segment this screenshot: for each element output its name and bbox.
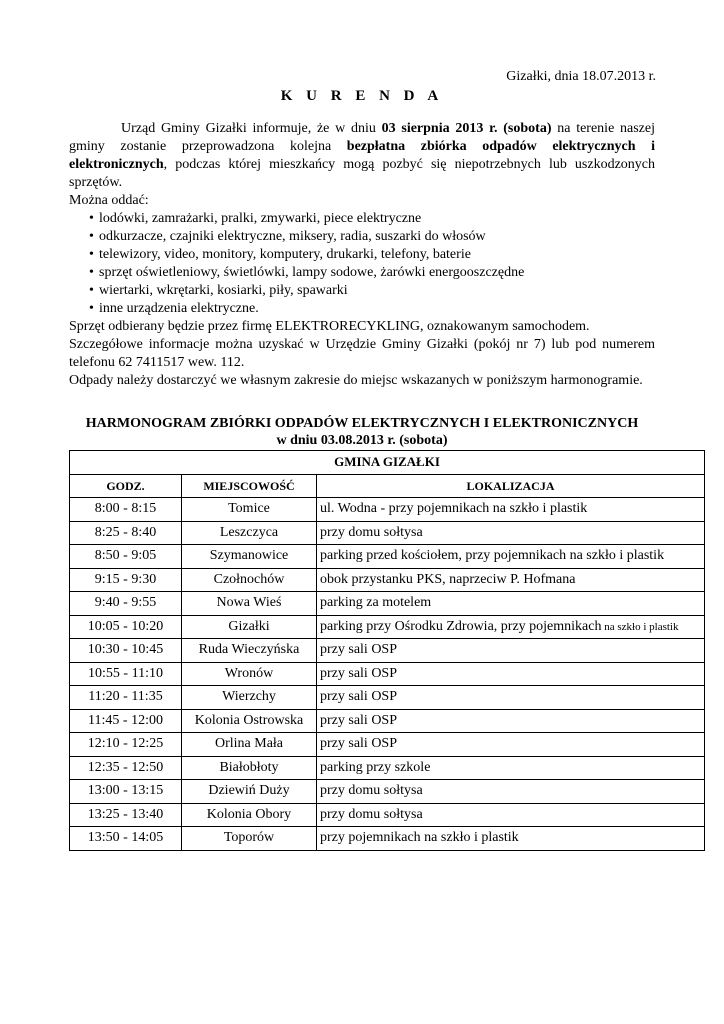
schedule-date: w dniu 03.08.2013 r. (sobota) xyxy=(276,433,448,448)
list-item xyxy=(69,246,655,264)
table-row xyxy=(70,780,705,804)
items-list xyxy=(69,210,655,318)
table-row xyxy=(70,568,705,592)
place-cell: Czołnochów xyxy=(182,568,317,592)
location-text: przy domu sołtysa xyxy=(320,806,423,822)
location-cell xyxy=(317,733,705,757)
table-row xyxy=(70,733,705,757)
place-cell: Orlina Mała xyxy=(182,733,317,757)
location-text: parking przed kościołem, przy pojemnikach na szkło i plastik xyxy=(320,548,665,564)
time-cell: 11:20 - 11:35 xyxy=(70,686,182,710)
table-row xyxy=(70,803,705,827)
intro-text-3: , podczas której mieszkańcy mogą pozbyć się niepotrzebnych lub uszkodzonych sprzętów. xyxy=(69,157,655,190)
list-item xyxy=(69,282,655,300)
table-row xyxy=(70,662,705,686)
table-row xyxy=(70,615,705,639)
list-item xyxy=(69,264,655,282)
place-cell: Wronów xyxy=(182,662,317,686)
time-cell: 10:30 - 10:45 xyxy=(70,639,182,663)
intro-paragraph xyxy=(69,120,655,192)
table-row xyxy=(70,498,705,522)
column-header-location: LOKALIZACJA xyxy=(317,474,705,498)
location-text: obok przystanku PKS, naprzeciw P. Hofmana xyxy=(320,571,576,587)
list-item xyxy=(69,228,655,246)
location-text: przy domu sołtysa xyxy=(320,783,423,799)
table-row xyxy=(70,545,705,569)
place-cell: Wierzchy xyxy=(182,686,317,710)
location-text: przy sali OSP xyxy=(320,736,397,752)
location-text: przy pojemnikach na szkło i plastik xyxy=(320,830,519,846)
location-cell xyxy=(317,521,705,545)
time-cell: 12:10 - 12:25 xyxy=(70,733,182,757)
table-row xyxy=(70,686,705,710)
place-cell: Kolonia Ostrowska xyxy=(182,709,317,733)
bullet-icon: • xyxy=(89,301,94,316)
place-cell: Ruda Wieczyńska xyxy=(182,639,317,663)
location-text: parking przy Ośrodku Zdrowia, przy pojemnikach xyxy=(320,618,602,634)
can-give-label: Można oddać: xyxy=(69,193,149,208)
time-cell: 9:15 - 9:30 xyxy=(70,568,182,592)
list-item-text: wiertarki, wkrętarki, kosiarki, piły, spawarki xyxy=(99,283,348,298)
location-cell xyxy=(317,639,705,663)
location-cell xyxy=(317,803,705,827)
location-cell xyxy=(317,709,705,733)
bullet-icon: • xyxy=(89,211,94,226)
list-item xyxy=(69,210,655,228)
table-row xyxy=(70,521,705,545)
collection-type: bezpłatna zbiórka odpadów elektrycznych i elektronicznych xyxy=(69,139,656,172)
location-text: parking za motelem xyxy=(320,595,432,611)
list-item-text: sprzęt oświetleniowy, świetlówki, lampy sodowe, żarówki energooszczędne xyxy=(99,265,525,280)
location-text: przy sali OSP xyxy=(320,712,397,728)
bullet-icon: • xyxy=(89,247,94,262)
schedule-title: HARMONOGRAM ZBIÓRKI ODPADÓW ELEKTRYCZNYCH I ELEKTRONICZNYCH xyxy=(85,416,639,431)
contact-paragraph: Szczegółowe informacje można uzyskać w Urzędzie Gminy Gizałki (pokój nr 7) lub pod numerem telefonu 62 7411517 wew. 112. xyxy=(69,337,655,370)
location-cell xyxy=(317,592,705,616)
location-text: przy sali OSP xyxy=(320,665,397,681)
place-cell: Dziewiń Duży xyxy=(182,780,317,804)
table-row xyxy=(70,639,705,663)
location-cell xyxy=(317,568,705,592)
gmina-row xyxy=(70,451,705,475)
location-text-small: na szkło i plastik xyxy=(601,620,679,633)
column-header-row xyxy=(70,474,705,498)
time-cell: 13:50 - 14:05 xyxy=(70,827,182,851)
place-cell: Nowa Wieś xyxy=(182,592,317,616)
table-row xyxy=(70,709,705,733)
time-cell: 10:55 - 11:10 xyxy=(70,662,182,686)
location-cell xyxy=(317,827,705,851)
schedule-table xyxy=(69,450,705,851)
place-cell: Gizałki xyxy=(182,615,317,639)
list-item xyxy=(69,300,655,318)
place-cell: Kolonia Obory xyxy=(182,803,317,827)
location-text: przy domu sołtysa xyxy=(320,524,423,540)
time-cell: 13:00 - 13:15 xyxy=(70,780,182,804)
table-row xyxy=(70,756,705,780)
location-cell xyxy=(317,780,705,804)
time-cell: 8:00 - 8:15 xyxy=(70,498,182,522)
intro-section xyxy=(69,120,655,390)
list-item-text: lodówki, zamrażarki, pralki, zmywarki, piece elektryczne xyxy=(99,211,422,226)
date-line: Gizałki, dnia 18.07.2013 r. xyxy=(506,69,656,84)
place-cell: Szymanowice xyxy=(182,545,317,569)
time-cell: 12:35 - 12:50 xyxy=(70,756,182,780)
location-cell xyxy=(317,545,705,569)
time-cell: 8:25 - 8:40 xyxy=(70,521,182,545)
time-cell: 8:50 - 9:05 xyxy=(70,545,182,569)
location-text: przy sali OSP xyxy=(320,689,397,705)
table-row xyxy=(70,827,705,851)
collector-paragraph: Sprzęt odbierany będzie przez firmę ELEKTRORECYKLING, oznakowanym samochodem. xyxy=(69,319,590,334)
bullet-icon: • xyxy=(89,283,94,298)
place-cell: Białobłoty xyxy=(182,756,317,780)
list-item-text: odkurzacze, czajniki elektryczne, miksery, radia, suszarki do włosów xyxy=(99,229,486,244)
intro-text-2: na terenie naszej gminy zostanie przeprowadzona kolejna xyxy=(69,121,656,154)
location-cell xyxy=(317,615,705,639)
column-header-time: GODZ. xyxy=(70,474,182,498)
location-cell xyxy=(317,498,705,522)
time-cell: 11:45 - 12:00 xyxy=(70,709,182,733)
list-item-text: telewizory, video, monitory, komputery, drukarki, telefony, baterie xyxy=(99,247,471,262)
column-header-place: MIEJSCOWOŚĆ xyxy=(182,474,317,498)
list-item-text: inne urządzenia elektryczne. xyxy=(99,301,259,316)
location-cell xyxy=(317,662,705,686)
place-cell: Tomice xyxy=(182,498,317,522)
place-cell: Leszczyca xyxy=(182,521,317,545)
schedule-heading xyxy=(0,415,724,449)
location-cell xyxy=(317,686,705,710)
page-title: K U R E N D A xyxy=(280,88,444,104)
time-cell: 13:25 - 13:40 xyxy=(70,803,182,827)
location-cell xyxy=(317,756,705,780)
time-cell: 10:05 - 10:20 xyxy=(70,615,182,639)
time-cell: 9:40 - 9:55 xyxy=(70,592,182,616)
location-text: przy sali OSP xyxy=(320,642,397,658)
gmina-header: GMINA GIZAŁKI xyxy=(70,451,705,475)
delivery-paragraph: Odpady należy dostarczyć we własnym zakresie do miejsc wskazanych w poniższym harmonogramie. xyxy=(69,373,643,388)
place-cell: Toporów xyxy=(182,827,317,851)
location-text: parking przy szkole xyxy=(320,759,431,775)
table-row xyxy=(70,592,705,616)
collection-date: 03 sierpnia 2013 r. (sobota) xyxy=(381,121,552,136)
bullet-icon: • xyxy=(89,265,94,280)
bullet-icon: • xyxy=(89,229,94,244)
intro-text-1: Urząd Gminy Gizałki informuje, że w dniu xyxy=(121,121,382,136)
location-text: ul. Wodna - przy pojemnikach na szkło i plastik xyxy=(320,501,588,517)
